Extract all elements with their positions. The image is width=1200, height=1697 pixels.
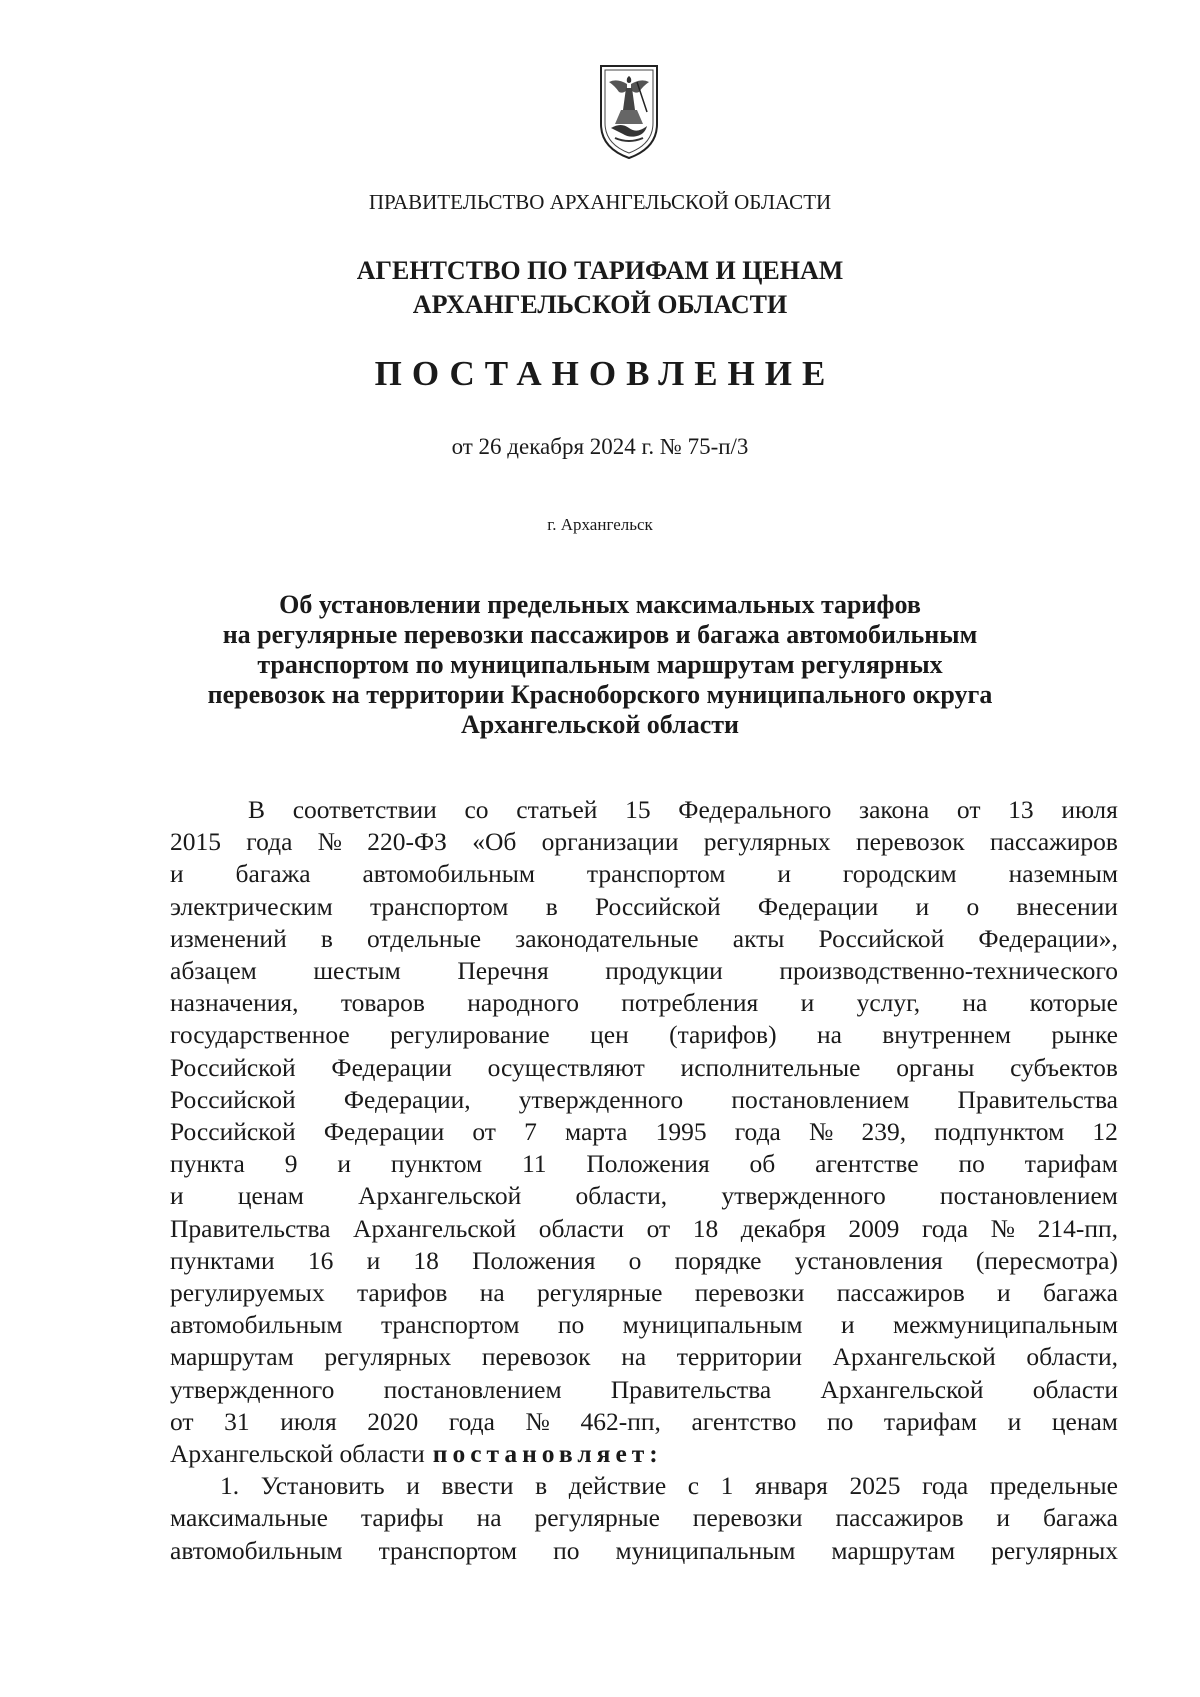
- word: утвержденного: [170, 1374, 335, 1404]
- point-line: [170, 1535, 1118, 1567]
- word: и: [996, 1503, 1011, 1533]
- word: багажа: [235, 859, 311, 889]
- word: Федерации: [757, 891, 879, 921]
- word: №: [809, 1117, 834, 1147]
- body-line: [170, 1180, 1118, 1212]
- word: городским: [842, 859, 957, 889]
- word: и: [777, 859, 791, 889]
- agency-name-line: АРХАНГЕЛЬСКОЙ ОБЛАСТИ: [412, 290, 788, 319]
- body-line: [170, 1406, 1118, 1438]
- word: назначения,: [170, 988, 299, 1018]
- word: исполнительные: [680, 1052, 861, 1082]
- word: 13: [1008, 795, 1034, 824]
- word: утвержденного: [518, 1084, 684, 1114]
- word: 11: [521, 1149, 547, 1179]
- word: В: [248, 795, 266, 824]
- word: Архангельской: [832, 1342, 996, 1372]
- word: Правительства: [957, 1084, 1118, 1114]
- word: организации: [541, 827, 679, 857]
- word: и: [840, 1310, 855, 1340]
- word: утвержденного: [721, 1181, 886, 1211]
- word: №: [990, 1213, 1016, 1243]
- word: пунктом: [390, 1149, 483, 1179]
- word: которые: [1029, 988, 1118, 1018]
- word: постановлением: [383, 1374, 562, 1404]
- word: июля: [280, 1406, 337, 1436]
- word: тарифы: [360, 1503, 444, 1533]
- word: услуг,: [856, 988, 921, 1018]
- title-line: Архангельской области: [460, 710, 740, 739]
- word: Российской: [170, 1084, 296, 1114]
- word: осуществляют: [487, 1052, 645, 1082]
- word: на: [962, 988, 988, 1018]
- word: о: [966, 891, 980, 921]
- word: и: [170, 859, 184, 889]
- word: регулярных: [324, 1342, 452, 1372]
- word: области: [538, 1213, 625, 1243]
- word: и: [915, 891, 930, 921]
- word: 2025: [849, 1471, 901, 1501]
- body-line: [170, 1052, 1118, 1084]
- body-line: [170, 1438, 1118, 1470]
- point-line: [170, 1470, 1118, 1502]
- body-line: [170, 794, 1118, 826]
- word: транспортом: [586, 859, 726, 889]
- word: 9: [284, 1149, 298, 1179]
- word: регулярные: [534, 1503, 660, 1533]
- word: абзацем: [170, 956, 257, 986]
- word: в: [545, 891, 558, 921]
- word: на: [621, 1342, 647, 1372]
- body-line: [170, 1148, 1118, 1180]
- word: рынке: [1051, 1020, 1118, 1050]
- word: шестым: [313, 956, 401, 986]
- word: законодательные: [515, 923, 699, 953]
- word: года: [922, 1471, 969, 1501]
- word: пассажиров: [989, 827, 1118, 857]
- word: №: [525, 1406, 550, 1436]
- body-line-prefix: Архангельской области: [170, 1439, 425, 1469]
- word: и: [1007, 1406, 1022, 1436]
- word: внесении: [1016, 891, 1118, 921]
- word: декабря: [740, 1213, 826, 1243]
- word: Архангельской: [353, 1213, 517, 1243]
- word: регулярные: [536, 1278, 663, 1308]
- body-line: [170, 891, 1118, 923]
- word: транспортом: [378, 1535, 518, 1565]
- body-line: [170, 858, 1118, 890]
- word: регулируемых: [170, 1278, 325, 1308]
- word: июля: [1061, 795, 1118, 824]
- word: Российской: [594, 891, 721, 921]
- word: пассажиров: [835, 1503, 964, 1533]
- word: соответствии: [292, 795, 437, 824]
- word: и: [337, 1149, 351, 1179]
- word: на: [476, 1503, 502, 1533]
- word: 15: [625, 795, 651, 824]
- word: Российской: [170, 1117, 296, 1147]
- word: об: [749, 1149, 776, 1179]
- word: по: [557, 1310, 585, 1340]
- body-line: [170, 1341, 1118, 1373]
- word: автомобильным: [170, 1310, 343, 1340]
- word: автомобильным: [362, 859, 536, 889]
- body-line: [170, 987, 1118, 1019]
- word: 2020: [367, 1406, 419, 1436]
- word: транспортом: [369, 891, 509, 921]
- word: Федерального: [678, 795, 832, 824]
- word: Архангельской: [358, 1181, 522, 1211]
- word: по: [826, 1406, 854, 1436]
- word: перевозок: [481, 1342, 591, 1372]
- word: перевозки: [692, 1503, 803, 1533]
- document-body: [170, 794, 1118, 1567]
- word: ценам: [1051, 1406, 1118, 1436]
- word: и: [997, 1278, 1011, 1308]
- word: 16: [307, 1245, 334, 1275]
- word: Российской: [818, 923, 945, 953]
- word: потребления: [621, 988, 759, 1018]
- word: автомобильным: [170, 1535, 343, 1565]
- word: от: [170, 1406, 194, 1436]
- government-name: ПРАВИТЕЛЬСТВО АРХАНГЕЛЬСКОЙ ОБЛАСТИ: [368, 190, 832, 214]
- word: межмуниципальным: [892, 1310, 1118, 1340]
- word: в: [320, 923, 333, 953]
- body-line: [170, 1374, 1118, 1406]
- word: 1.: [220, 1471, 240, 1501]
- word: 18: [692, 1213, 719, 1243]
- word: Федерации: [323, 1117, 445, 1147]
- word: Российской: [170, 1052, 296, 1082]
- word: электрическим: [170, 891, 333, 921]
- word: Федерации: [331, 1052, 452, 1082]
- word: пунктами: [170, 1245, 275, 1275]
- word: предельные: [989, 1471, 1118, 1501]
- document-type: ПОСТАНОВЛЕНИЕ: [374, 354, 836, 393]
- word: народного: [467, 988, 579, 1018]
- word: закона: [859, 795, 930, 824]
- word: агентстве: [815, 1149, 919, 1179]
- title-line: на регулярные перевозки пассажиров и багажа автомобильным: [222, 620, 978, 649]
- word: и: [366, 1245, 381, 1275]
- word: года: [921, 1213, 969, 1243]
- word: Установить: [260, 1471, 385, 1501]
- body-line: [170, 1309, 1118, 1341]
- word: января: [755, 1471, 828, 1501]
- title-line: Об установлении предельных максимальных тарифов: [279, 590, 921, 619]
- word: 18: [413, 1245, 439, 1275]
- word: производственно-технического: [779, 956, 1118, 986]
- word: и: [406, 1471, 420, 1501]
- word: регулярных: [703, 827, 831, 857]
- word: агентство: [691, 1406, 797, 1436]
- word: регулирование: [390, 1020, 550, 1050]
- word: 462-пп,: [580, 1406, 661, 1436]
- word: тарифам: [1024, 1149, 1118, 1179]
- word: со: [464, 795, 489, 824]
- body-line: [170, 1277, 1118, 1309]
- word: маршрутам: [170, 1342, 294, 1372]
- word: на: [479, 1278, 505, 1308]
- word: года: [734, 1117, 781, 1147]
- word: действие: [568, 1471, 667, 1501]
- word: ввести: [441, 1471, 514, 1501]
- word: области,: [1026, 1342, 1118, 1372]
- word: Федерации»,: [978, 923, 1118, 953]
- word: (пересмотра): [975, 1245, 1118, 1275]
- agency-name-line: АГЕНТСТВО ПО ТАРИФАМ И ЦЕНАМ: [356, 256, 844, 285]
- title-line: перевозок на территории Красноборского муниципального округа: [207, 680, 993, 709]
- word: багажа: [1042, 1503, 1118, 1533]
- word: года: [448, 1406, 495, 1436]
- word: маршрутам: [831, 1535, 956, 1565]
- word: марта: [564, 1117, 628, 1147]
- word: перевозки: [694, 1278, 805, 1308]
- resolution-word: постановляет:: [432, 1439, 663, 1469]
- word: подпунктом: [934, 1117, 1065, 1147]
- word: транспортом: [380, 1310, 520, 1340]
- word: тарифам: [883, 1406, 978, 1436]
- word: территории: [676, 1342, 802, 1372]
- body-line: [170, 923, 1118, 955]
- word: 1: [720, 1471, 734, 1501]
- body-line: [170, 1116, 1118, 1148]
- word: года: [246, 827, 293, 857]
- word: постановлением: [731, 1084, 910, 1114]
- word: в: [535, 1471, 548, 1501]
- word: максимальные: [170, 1503, 328, 1533]
- word: Правительства: [610, 1374, 772, 1404]
- word: Перечня: [457, 956, 549, 986]
- word: Положения: [586, 1149, 710, 1179]
- word: изменений: [170, 923, 287, 953]
- word: области,: [575, 1181, 668, 1211]
- word: №: [317, 827, 343, 857]
- title-line: транспортом по муниципальным маршрутам регулярных: [257, 650, 943, 679]
- word: Правительства: [170, 1213, 331, 1243]
- word: постановлением: [939, 1181, 1118, 1211]
- word: статьей: [516, 795, 598, 824]
- word: перевозок: [855, 827, 965, 857]
- body-line: [170, 1019, 1118, 1051]
- word: ценам: [237, 1181, 304, 1211]
- word: 12: [1092, 1117, 1118, 1147]
- word: 7: [524, 1117, 537, 1147]
- word: о: [628, 1245, 642, 1275]
- body-line: [170, 826, 1118, 858]
- word: тарифов: [356, 1278, 448, 1308]
- word: отдельные: [367, 923, 482, 953]
- word: органы: [896, 1052, 975, 1082]
- word: пассажиров: [836, 1278, 965, 1308]
- word: муниципальным: [622, 1310, 803, 1340]
- word: установления: [794, 1245, 943, 1275]
- word: (тарифов): [669, 1020, 777, 1050]
- document-title: [170, 590, 1030, 740]
- word: на: [816, 1020, 842, 1050]
- word: Положения: [472, 1245, 596, 1275]
- word: порядке: [674, 1245, 762, 1275]
- word: внутреннем: [882, 1020, 1011, 1050]
- word: акты: [732, 923, 785, 953]
- word: пункта: [170, 1149, 245, 1179]
- word: области: [1032, 1374, 1118, 1404]
- body-line: [170, 1213, 1118, 1245]
- word: от: [646, 1213, 671, 1243]
- coat-of-arms-icon: [597, 62, 661, 162]
- body-line: [170, 1245, 1118, 1277]
- word: Федерации,: [343, 1084, 471, 1114]
- word: Архангельской: [820, 1374, 984, 1404]
- word: 239,: [861, 1117, 907, 1147]
- word: государственное: [170, 1020, 350, 1050]
- body-line: [170, 955, 1118, 987]
- word: наземным: [1008, 859, 1118, 889]
- word: багажа: [1042, 1278, 1118, 1308]
- word: «Об: [472, 827, 517, 857]
- word: 2009: [848, 1213, 900, 1243]
- agency-name: [0, 254, 1200, 322]
- word: 1995: [655, 1117, 707, 1147]
- word: 214-пп,: [1037, 1213, 1118, 1243]
- word: с: [687, 1471, 700, 1501]
- word: субъектов: [1010, 1052, 1118, 1082]
- word: от: [472, 1117, 496, 1147]
- word: по: [958, 1149, 985, 1179]
- word: и: [170, 1181, 184, 1211]
- word: 2015: [170, 827, 221, 857]
- word: от: [956, 795, 981, 824]
- word: и: [800, 988, 815, 1018]
- city: г. Архангельск: [547, 515, 653, 534]
- word: муниципальным: [615, 1535, 796, 1565]
- word: 31: [224, 1406, 250, 1436]
- word: цен: [590, 1020, 629, 1050]
- date-and-number: от 26 декабря 2024 г. № 75-п/3: [451, 434, 749, 459]
- point-line: [170, 1502, 1118, 1534]
- body-line: [170, 1084, 1118, 1116]
- word: по: [553, 1535, 580, 1565]
- word: продукции: [605, 956, 723, 986]
- word: регулярных: [991, 1535, 1118, 1565]
- word: товаров: [340, 988, 425, 1018]
- word: 220-ФЗ: [367, 827, 447, 857]
